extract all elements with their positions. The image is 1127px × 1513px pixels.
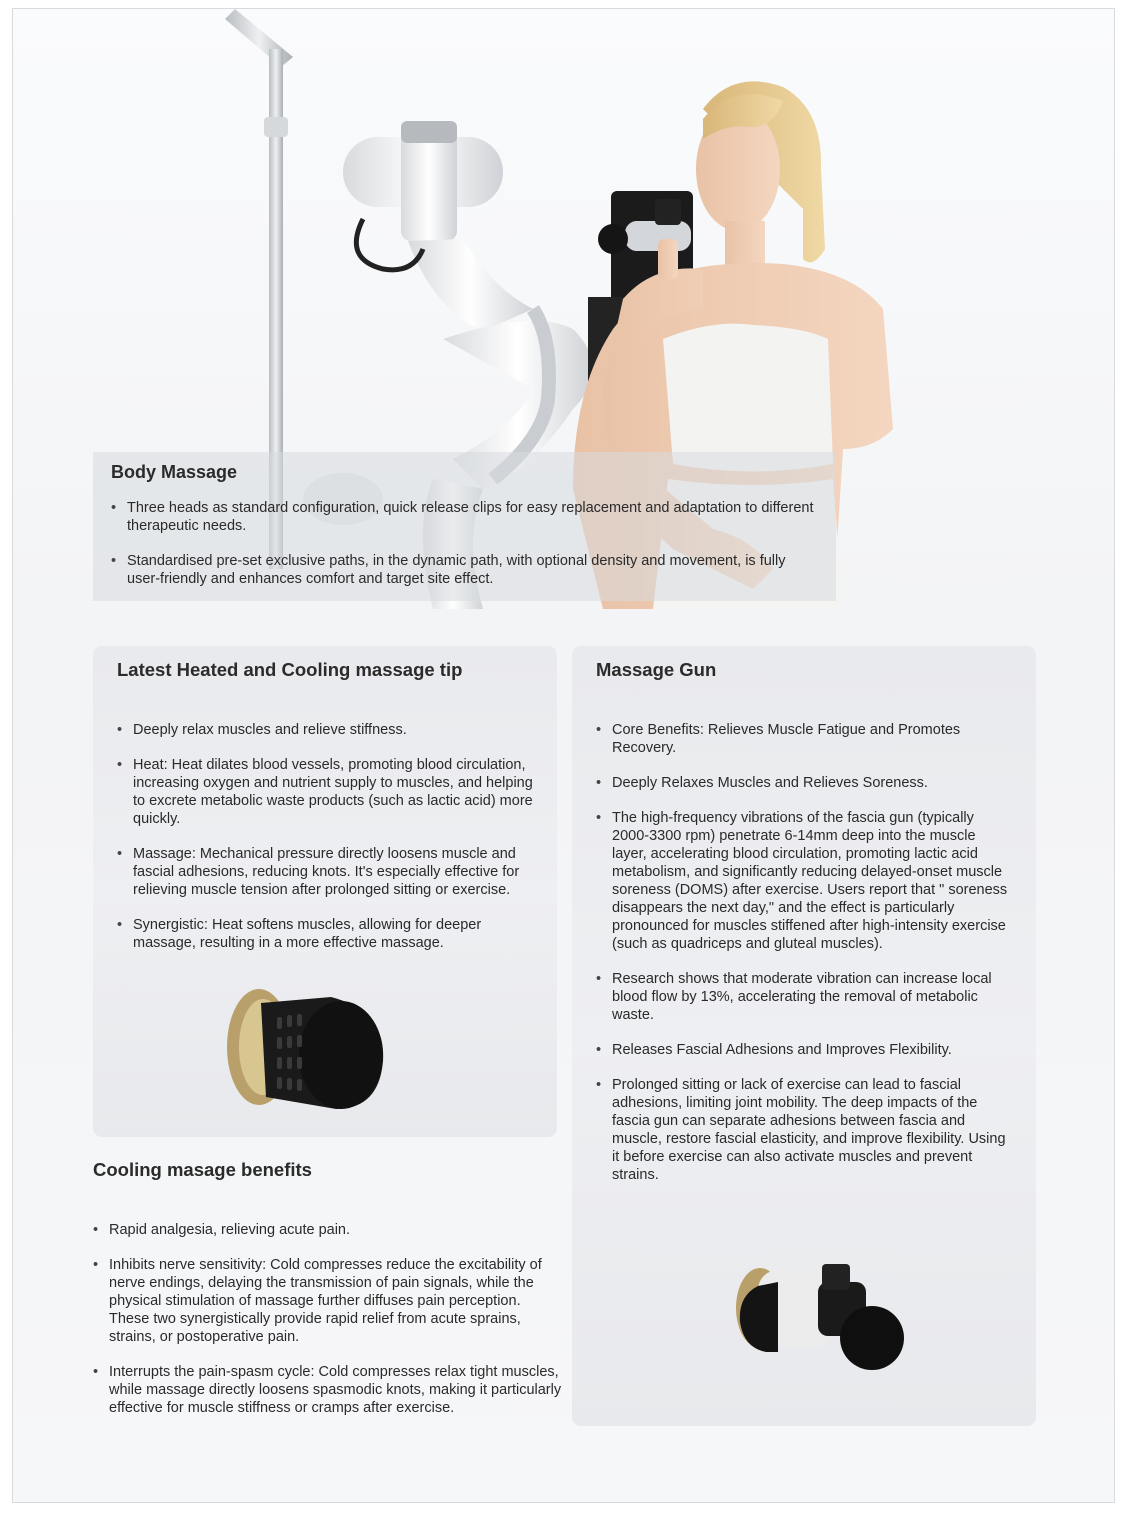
heated-cooling-card — [93, 646, 557, 1137]
heated-cooling-list — [117, 721, 533, 952]
cooling-benefits-list — [93, 1221, 563, 1417]
body-massage-title: Body Massage — [111, 462, 238, 482]
list-item: • Heat: Heat dilates blood vessels, promoting blood circulation, increasing oxygen and nutrient supply to muscles, and helping to excrete metabolic waste products (such as lactic acid) more quickly. — [117, 756, 533, 828]
heated-cooling-title: Latest Heated and Cooling massage tip — [117, 659, 463, 680]
cooling-benefits-title: Cooling masage benefits — [93, 1159, 312, 1180]
list-item: • Inhibits nerve sensitivity: Cold compresses reduce the excitability of nerve endings, delaying the transmission of pain signals, while the physical stimulation of massage further diffuses pain perception. These two synergistically provide rapid relief from acute sprains, strains, or postoperative pain. — [93, 1256, 563, 1346]
massage-gun-title: Massage Gun — [596, 659, 717, 680]
list-item: • Core Benefits: Relieves Muscle Fatigue and Promotes Recovery. — [596, 721, 1012, 757]
list-item: • Releases Fascial Adhesions and Improves Flexibility. — [596, 1041, 1012, 1059]
massage-tip-image — [221, 981, 391, 1121]
list-item: • Prolonged sitting or lack of exercise can lead to fascial adhesions, limiting joint mobility. The deep impacts of the fascia gun can separate adhesions between fascia and muscle, restore fascial elasticity, and improve flexibility. Using it before exercise can also activate muscles and prevent strains. — [596, 1076, 1012, 1184]
list-item: • Deeply Relaxes Muscles and Relieves Soreness. — [596, 774, 1012, 792]
body-massage-list — [111, 499, 818, 588]
list-item: • Synergistic: Heat softens muscles, allowing for deeper massage, resulting in a more effective massage. — [117, 916, 533, 952]
massage-gun-image — [722, 1256, 912, 1386]
list-item: • The high-frequency vibrations of the fascia gun (typically 2000-3300 rpm) penetrate 6-14mm deep into the muscle layer, accelerating blood circulation, promoting lactic acid metabolism, and significantly reducing delayed-onset muscle soreness (DOMS) after exercise. Users report that " soreness disappears the next day," and the effect is particularly pronounced for muscles stiffened after high-intensity exercise (such as quadriceps and gluteal muscles). — [596, 809, 1012, 953]
list-item: • Research shows that moderate vibration can increase local blood flow by 13%, accelerating the removal of metabolic waste. — [596, 970, 1012, 1024]
massage-gun-list — [596, 721, 1012, 1184]
list-item: • Rapid analgesia, relieving acute pain. — [93, 1221, 563, 1239]
list-item: • Interrupts the pain-spasm cycle: Cold compresses relax tight muscles, while massage directly loosens spasmodic knots, making it particularly effective for muscle stiffness or cramps after exercise. — [93, 1363, 563, 1417]
body-massage-panel — [93, 452, 836, 601]
massage-gun-card — [572, 646, 1036, 1426]
list-item: • Deeply relax muscles and relieve stiffness. — [117, 721, 533, 739]
list-item: • Three heads as standard configuration, quick release clips for easy replacement and adaptation to different therapeutic needs. — [111, 499, 818, 535]
page — [12, 8, 1115, 1503]
list-item: • Massage: Mechanical pressure directly loosens muscle and fascial adhesions, reducing knots. It's especially effective for relieving muscle tension after prolonged sitting or exercise. — [117, 845, 533, 899]
hero-image — [13, 9, 1115, 609]
list-item: • Standardised pre-set exclusive paths, in the dynamic path, with optional density and movement, is fully user-friendly and enhances comfort and target site effect. — [111, 552, 818, 588]
cooling-benefits-section — [93, 1159, 563, 1434]
